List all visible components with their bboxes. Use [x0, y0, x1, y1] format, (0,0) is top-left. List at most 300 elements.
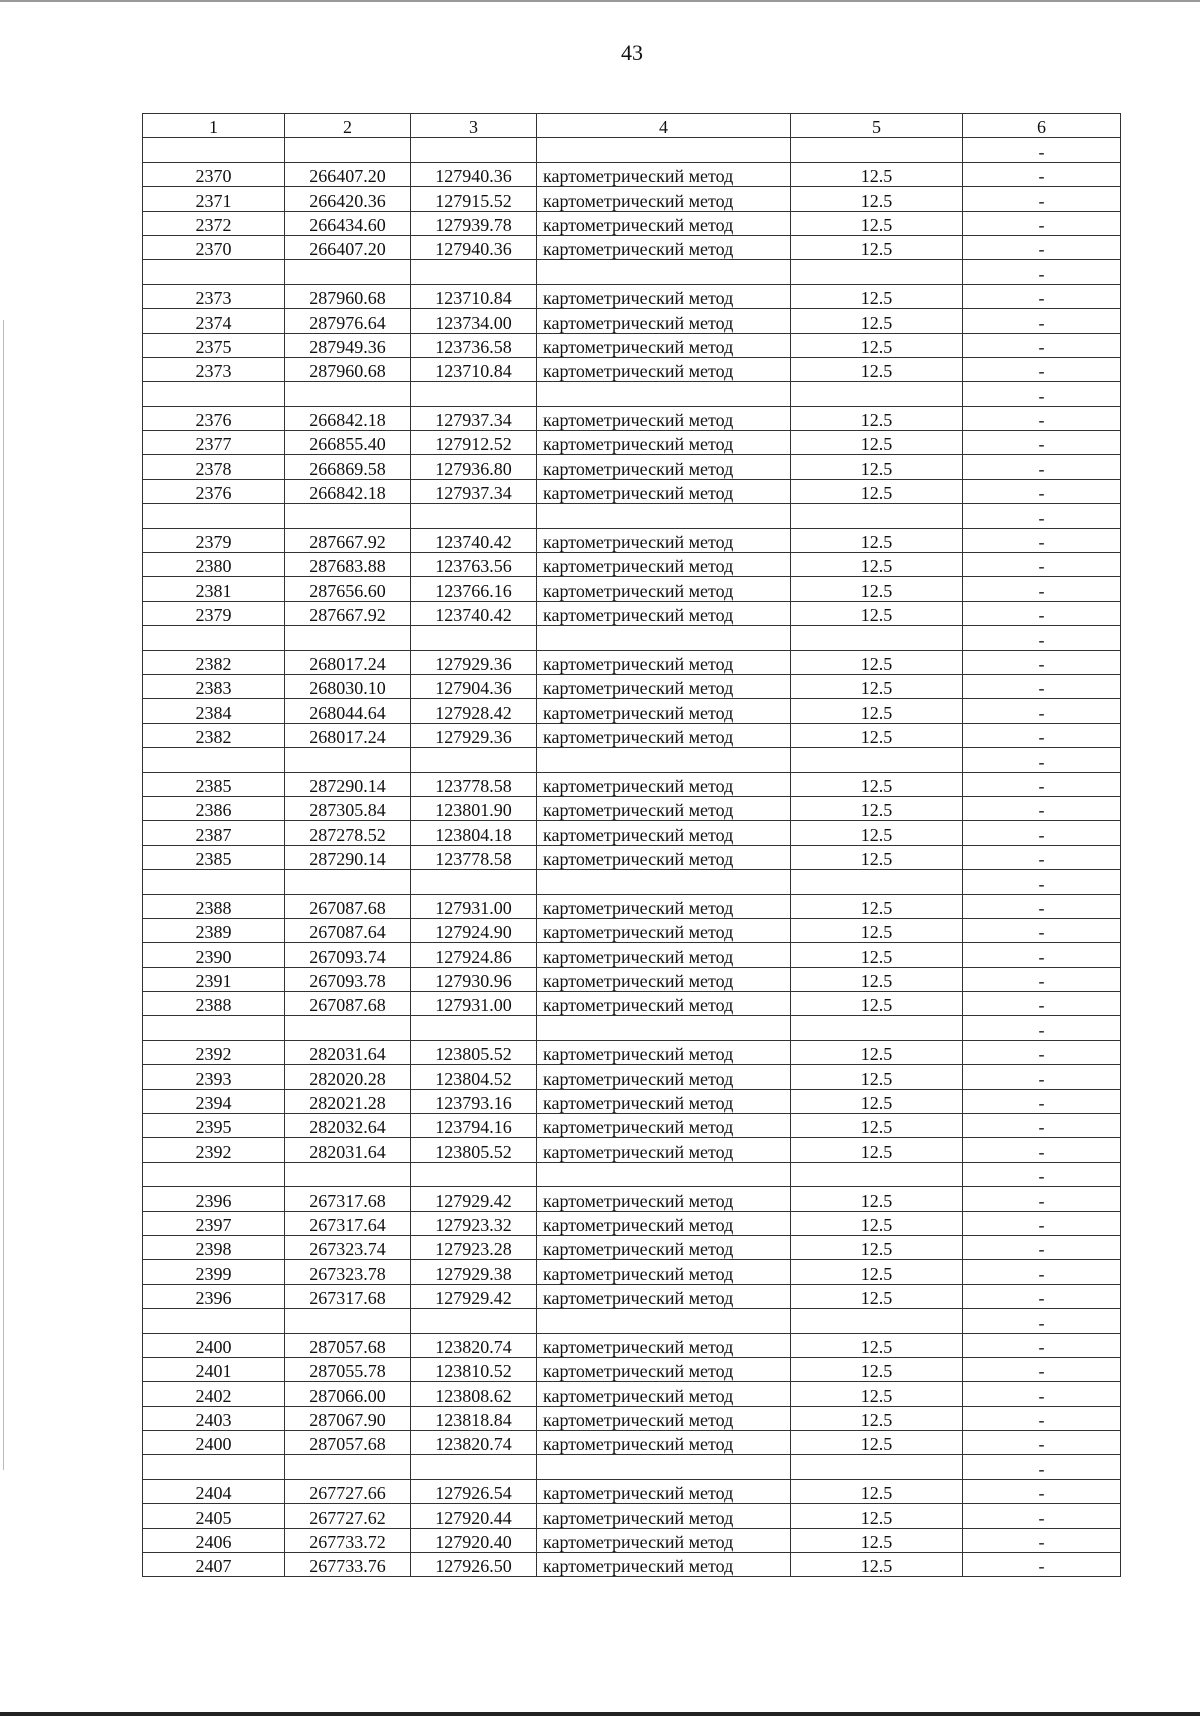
x-coordinate-cell: 287057.68 [285, 1333, 411, 1357]
x-coordinate-cell: 267733.72 [285, 1528, 411, 1552]
method-cell: картометрический метод [537, 992, 791, 1016]
table-row [143, 845, 1121, 869]
method-cell: картометрический метод [537, 455, 791, 479]
y-coordinate-cell: 127923.28 [411, 1235, 537, 1259]
accuracy-cell [791, 748, 963, 772]
point-number-cell [143, 1016, 285, 1040]
method-cell [537, 138, 791, 162]
accuracy-cell: 12.5 [791, 406, 963, 430]
y-coordinate-cell: 127937.34 [411, 406, 537, 430]
x-coordinate-cell: 287290.14 [285, 845, 411, 869]
x-coordinate-cell: 268017.24 [285, 723, 411, 747]
table-row [143, 699, 1121, 723]
method-cell: картометрический метод [537, 211, 791, 235]
method-cell [537, 1016, 791, 1040]
point-number-cell: 2407 [143, 1553, 285, 1577]
description-cell: - [963, 1553, 1121, 1577]
description-cell: - [963, 1528, 1121, 1552]
description-cell: - [963, 406, 1121, 430]
method-cell [537, 870, 791, 894]
table-row [143, 455, 1121, 479]
x-coordinate-cell: 287960.68 [285, 357, 411, 381]
method-cell [537, 382, 791, 406]
point-number-cell: 2395 [143, 1114, 285, 1138]
accuracy-cell [791, 382, 963, 406]
accuracy-cell: 12.5 [791, 1382, 963, 1406]
table-row [143, 967, 1121, 991]
x-coordinate-cell: 266434.60 [285, 211, 411, 235]
table-row [143, 796, 1121, 820]
table-row [143, 1138, 1121, 1162]
accuracy-cell: 12.5 [791, 992, 963, 1016]
table-row [143, 1406, 1121, 1430]
x-coordinate-cell: 267093.78 [285, 967, 411, 991]
description-cell: - [963, 845, 1121, 869]
accuracy-cell: 12.5 [791, 1528, 963, 1552]
column-header-point: 1 [143, 114, 285, 138]
method-cell: картометрический метод [537, 1284, 791, 1308]
method-cell: картометрический метод [537, 967, 791, 991]
accuracy-cell: 12.5 [791, 1187, 963, 1211]
accuracy-cell: 12.5 [791, 674, 963, 698]
x-coordinate-cell: 287290.14 [285, 772, 411, 796]
table-row [143, 1553, 1121, 1577]
table-row [143, 1089, 1121, 1113]
point-number-cell: 2398 [143, 1235, 285, 1259]
table-row [143, 504, 1121, 528]
x-coordinate-cell [285, 382, 411, 406]
method-cell: картометрический метод [537, 821, 791, 845]
method-cell: картометрический метод [537, 943, 791, 967]
description-cell: - [963, 1211, 1121, 1235]
table-row [143, 284, 1121, 308]
point-number-cell: 2402 [143, 1382, 285, 1406]
description-cell: - [963, 894, 1121, 918]
accuracy-cell: 12.5 [791, 918, 963, 942]
table-row [143, 138, 1121, 162]
table-row [143, 1284, 1121, 1308]
y-coordinate-cell: 123801.90 [411, 796, 537, 820]
x-coordinate-cell: 266855.40 [285, 431, 411, 455]
y-coordinate-cell: 123805.52 [411, 1138, 537, 1162]
method-cell: картометрический метод [537, 528, 791, 552]
method-cell: картометрический метод [537, 479, 791, 503]
x-coordinate-cell [285, 1162, 411, 1186]
method-cell: картометрический метод [537, 845, 791, 869]
description-cell: - [963, 748, 1121, 772]
y-coordinate-cell: 123778.58 [411, 845, 537, 869]
method-cell: картометрический метод [537, 1235, 791, 1259]
description-cell: - [963, 1309, 1121, 1333]
accuracy-cell [791, 870, 963, 894]
accuracy-cell: 12.5 [791, 1357, 963, 1381]
method-cell [537, 1455, 791, 1479]
x-coordinate-cell: 267727.62 [285, 1504, 411, 1528]
table-row [143, 431, 1121, 455]
accuracy-cell: 12.5 [791, 1211, 963, 1235]
y-coordinate-cell: 127924.90 [411, 918, 537, 942]
column-header-method: 4 [537, 114, 791, 138]
point-number-cell: 2396 [143, 1187, 285, 1211]
point-number-cell [143, 1455, 285, 1479]
accuracy-cell: 12.5 [791, 284, 963, 308]
x-coordinate-cell: 282020.28 [285, 1065, 411, 1089]
accuracy-cell: 12.5 [791, 1260, 963, 1284]
point-number-cell: 2400 [143, 1431, 285, 1455]
y-coordinate-cell: 127928.42 [411, 699, 537, 723]
point-number-cell: 2397 [143, 1211, 285, 1235]
table-body [143, 138, 1121, 1577]
description-cell: - [963, 1040, 1121, 1064]
description-cell: - [963, 1479, 1121, 1503]
method-cell: картометрический метод [537, 1431, 791, 1455]
x-coordinate-cell: 266869.58 [285, 455, 411, 479]
method-cell: картометрический метод [537, 1357, 791, 1381]
y-coordinate-cell: 127936.80 [411, 455, 537, 479]
table-row [143, 162, 1121, 186]
description-cell: - [963, 162, 1121, 186]
table-row [143, 577, 1121, 601]
method-cell: картометрический метод [537, 796, 791, 820]
table-row [143, 1040, 1121, 1064]
y-coordinate-cell [411, 1016, 537, 1040]
y-coordinate-cell: 123820.74 [411, 1333, 537, 1357]
method-cell: картометрический метод [537, 1553, 791, 1577]
y-coordinate-cell: 123734.00 [411, 309, 537, 333]
accuracy-cell: 12.5 [791, 650, 963, 674]
y-coordinate-cell: 123805.52 [411, 1040, 537, 1064]
description-cell: - [963, 1382, 1121, 1406]
accuracy-cell: 12.5 [791, 1284, 963, 1308]
accuracy-cell: 12.5 [791, 821, 963, 845]
method-cell: картометрический метод [537, 1065, 791, 1089]
method-cell: картометрический метод [537, 284, 791, 308]
point-number-cell: 2379 [143, 601, 285, 625]
y-coordinate-cell [411, 626, 537, 650]
table-row [143, 1162, 1121, 1186]
table-row [143, 821, 1121, 845]
method-cell: картометрический метод [537, 1089, 791, 1113]
method-cell: картометрический метод [537, 1187, 791, 1211]
description-cell: - [963, 260, 1121, 284]
y-coordinate-cell: 123820.74 [411, 1431, 537, 1455]
method-cell: картометрический метод [537, 772, 791, 796]
accuracy-cell [791, 1016, 963, 1040]
point-number-cell: 2392 [143, 1040, 285, 1064]
x-coordinate-cell: 267317.68 [285, 1284, 411, 1308]
accuracy-cell [791, 1309, 963, 1333]
point-number-cell: 2380 [143, 553, 285, 577]
x-coordinate-cell [285, 626, 411, 650]
point-number-cell: 2387 [143, 821, 285, 845]
x-coordinate-cell: 268030.10 [285, 674, 411, 698]
table-row [143, 748, 1121, 772]
table-row [143, 1357, 1121, 1381]
y-coordinate-cell: 123736.58 [411, 333, 537, 357]
accuracy-cell: 12.5 [791, 1138, 963, 1162]
method-cell: картометрический метод [537, 723, 791, 747]
accuracy-cell: 12.5 [791, 1114, 963, 1138]
y-coordinate-cell [411, 870, 537, 894]
point-number-cell: 2396 [143, 1284, 285, 1308]
description-cell: - [963, 967, 1121, 991]
x-coordinate-cell: 287305.84 [285, 796, 411, 820]
table-row [143, 528, 1121, 552]
table-row [143, 1065, 1121, 1089]
y-coordinate-cell [411, 1309, 537, 1333]
y-coordinate-cell: 127929.36 [411, 650, 537, 674]
description-cell: - [963, 1406, 1121, 1430]
description-cell: - [963, 723, 1121, 747]
method-cell: картометрический метод [537, 1211, 791, 1235]
y-coordinate-cell: 123808.62 [411, 1382, 537, 1406]
y-coordinate-cell: 127926.54 [411, 1479, 537, 1503]
method-cell: картометрический метод [537, 1504, 791, 1528]
x-coordinate-cell: 268044.64 [285, 699, 411, 723]
table-row [143, 601, 1121, 625]
y-coordinate-cell: 123794.16 [411, 1114, 537, 1138]
x-coordinate-cell [285, 870, 411, 894]
x-coordinate-cell [285, 1016, 411, 1040]
table-row [143, 309, 1121, 333]
point-number-cell: 2399 [143, 1260, 285, 1284]
y-coordinate-cell: 127931.00 [411, 992, 537, 1016]
y-coordinate-cell [411, 504, 537, 528]
description-cell: - [963, 821, 1121, 845]
x-coordinate-cell: 282031.64 [285, 1040, 411, 1064]
point-number-cell [143, 748, 285, 772]
table-row [143, 870, 1121, 894]
table-row [143, 723, 1121, 747]
y-coordinate-cell: 127924.86 [411, 943, 537, 967]
x-coordinate-cell: 267093.74 [285, 943, 411, 967]
description-cell: - [963, 504, 1121, 528]
description-cell: - [963, 309, 1121, 333]
method-cell: картометрический метод [537, 1333, 791, 1357]
accuracy-cell: 12.5 [791, 479, 963, 503]
x-coordinate-cell: 267733.76 [285, 1553, 411, 1577]
y-coordinate-cell [411, 382, 537, 406]
point-number-cell: 2388 [143, 992, 285, 1016]
method-cell: картометрический метод [537, 601, 791, 625]
accuracy-cell: 12.5 [791, 723, 963, 747]
method-cell [537, 504, 791, 528]
table-row [143, 650, 1121, 674]
x-coordinate-cell: 282031.64 [285, 1138, 411, 1162]
y-coordinate-cell: 123740.42 [411, 601, 537, 625]
x-coordinate-cell: 267317.68 [285, 1187, 411, 1211]
accuracy-cell: 12.5 [791, 943, 963, 967]
table-row [143, 1479, 1121, 1503]
method-cell [537, 1162, 791, 1186]
table-row [143, 1431, 1121, 1455]
table-row [143, 1528, 1121, 1552]
x-coordinate-cell: 282032.64 [285, 1114, 411, 1138]
method-cell: картометрический метод [537, 333, 791, 357]
description-cell: - [963, 235, 1121, 259]
table-row [143, 1211, 1121, 1235]
point-number-cell: 2405 [143, 1504, 285, 1528]
accuracy-cell: 12.5 [791, 528, 963, 552]
accuracy-cell: 12.5 [791, 187, 963, 211]
point-number-cell: 2385 [143, 845, 285, 869]
y-coordinate-cell: 123804.18 [411, 821, 537, 845]
y-coordinate-cell: 127920.44 [411, 1504, 537, 1528]
x-coordinate-cell [285, 138, 411, 162]
description-cell: - [963, 1235, 1121, 1259]
method-cell: картометрический метод [537, 431, 791, 455]
y-coordinate-cell: 123778.58 [411, 772, 537, 796]
description-cell: - [963, 333, 1121, 357]
accuracy-cell: 12.5 [791, 699, 963, 723]
x-coordinate-cell: 287278.52 [285, 821, 411, 845]
x-coordinate-cell: 287067.90 [285, 1406, 411, 1430]
method-cell: картометрический метод [537, 1528, 791, 1552]
description-cell: - [963, 431, 1121, 455]
method-cell: картометрический метод [537, 894, 791, 918]
method-cell: картометрический метод [537, 1138, 791, 1162]
y-coordinate-cell: 127912.52 [411, 431, 537, 455]
table-row [143, 333, 1121, 357]
y-coordinate-cell: 127929.38 [411, 1260, 537, 1284]
table-row [143, 1187, 1121, 1211]
description-cell: - [963, 601, 1121, 625]
accuracy-cell [791, 626, 963, 650]
description-cell: - [963, 1260, 1121, 1284]
table-row [143, 674, 1121, 698]
table-row [143, 1333, 1121, 1357]
point-number-cell: 2370 [143, 162, 285, 186]
table-row [143, 1016, 1121, 1040]
method-cell [537, 260, 791, 284]
method-cell: картометрический метод [537, 1382, 791, 1406]
x-coordinate-cell: 266842.18 [285, 479, 411, 503]
point-number-cell: 2401 [143, 1357, 285, 1381]
description-cell: - [963, 1504, 1121, 1528]
x-coordinate-cell [285, 1455, 411, 1479]
method-cell: картометрический метод [537, 1114, 791, 1138]
accuracy-cell: 12.5 [791, 1089, 963, 1113]
x-coordinate-cell: 287960.68 [285, 284, 411, 308]
y-coordinate-cell: 127939.78 [411, 211, 537, 235]
x-coordinate-cell: 267087.68 [285, 992, 411, 1016]
y-coordinate-cell: 127930.96 [411, 967, 537, 991]
method-cell: картометрический метод [537, 406, 791, 430]
x-coordinate-cell [285, 1309, 411, 1333]
accuracy-cell: 12.5 [791, 1504, 963, 1528]
accuracy-cell: 12.5 [791, 1406, 963, 1430]
point-number-cell: 2404 [143, 1479, 285, 1503]
column-header-description: 6 [963, 114, 1121, 138]
point-number-cell: 2393 [143, 1065, 285, 1089]
accuracy-cell: 12.5 [791, 601, 963, 625]
accuracy-cell: 12.5 [791, 235, 963, 259]
x-coordinate-cell: 266407.20 [285, 235, 411, 259]
x-coordinate-cell: 267087.64 [285, 918, 411, 942]
point-number-cell: 2373 [143, 284, 285, 308]
y-coordinate-cell: 127940.36 [411, 162, 537, 186]
scan-edge-left [3, 320, 4, 1470]
point-number-cell: 2391 [143, 967, 285, 991]
y-coordinate-cell: 127937.34 [411, 479, 537, 503]
table-row [143, 626, 1121, 650]
method-cell: картометрический метод [537, 1040, 791, 1064]
method-cell: картометрический метод [537, 162, 791, 186]
description-cell: - [963, 382, 1121, 406]
accuracy-cell: 12.5 [791, 1235, 963, 1259]
description-cell: - [963, 1284, 1121, 1308]
accuracy-cell: 12.5 [791, 309, 963, 333]
method-cell: картометрический метод [537, 918, 791, 942]
y-coordinate-cell [411, 1455, 537, 1479]
point-number-cell: 2378 [143, 455, 285, 479]
description-cell: - [963, 455, 1121, 479]
table-row [143, 406, 1121, 430]
x-coordinate-cell: 287066.00 [285, 1382, 411, 1406]
description-cell: - [963, 211, 1121, 235]
point-number-cell: 2385 [143, 772, 285, 796]
method-cell: картометрический метод [537, 1260, 791, 1284]
point-number-cell [143, 504, 285, 528]
accuracy-cell: 12.5 [791, 796, 963, 820]
point-number-cell: 2386 [143, 796, 285, 820]
accuracy-cell: 12.5 [791, 845, 963, 869]
description-cell: - [963, 699, 1121, 723]
description-cell: - [963, 553, 1121, 577]
x-coordinate-cell: 267727.66 [285, 1479, 411, 1503]
description-cell: - [963, 1455, 1121, 1479]
point-number-cell: 2390 [143, 943, 285, 967]
point-number-cell [143, 870, 285, 894]
accuracy-cell [791, 1162, 963, 1186]
table-row [143, 1114, 1121, 1138]
point-number-cell: 2394 [143, 1089, 285, 1113]
y-coordinate-cell: 123710.84 [411, 284, 537, 308]
description-cell: - [963, 1162, 1121, 1186]
x-coordinate-cell: 267317.64 [285, 1211, 411, 1235]
column-header-y: 3 [411, 114, 537, 138]
y-coordinate-cell: 127929.42 [411, 1187, 537, 1211]
y-coordinate-cell: 123793.16 [411, 1089, 537, 1113]
y-coordinate-cell: 127929.36 [411, 723, 537, 747]
x-coordinate-cell: 287976.64 [285, 309, 411, 333]
x-coordinate-cell: 267323.78 [285, 1260, 411, 1284]
y-coordinate-cell: 127940.36 [411, 235, 537, 259]
description-cell: - [963, 1357, 1121, 1381]
accuracy-cell [791, 1455, 963, 1479]
x-coordinate-cell: 287683.88 [285, 553, 411, 577]
method-cell: картометрический метод [537, 357, 791, 381]
y-coordinate-cell: 123710.84 [411, 357, 537, 381]
accuracy-cell: 12.5 [791, 967, 963, 991]
point-number-cell [143, 138, 285, 162]
table-row [143, 382, 1121, 406]
scan-edge-bottom [0, 1712, 1200, 1716]
method-cell: картометрический метод [537, 1479, 791, 1503]
description-cell: - [963, 187, 1121, 211]
table-row [143, 1260, 1121, 1284]
y-coordinate-cell: 123810.52 [411, 1357, 537, 1381]
table-row [143, 187, 1121, 211]
point-number-cell: 2370 [143, 235, 285, 259]
x-coordinate-cell: 287949.36 [285, 333, 411, 357]
y-coordinate-cell: 127926.50 [411, 1553, 537, 1577]
accuracy-cell: 12.5 [791, 162, 963, 186]
point-number-cell: 2376 [143, 479, 285, 503]
description-cell: - [963, 674, 1121, 698]
point-number-cell [143, 1309, 285, 1333]
table-row [143, 1309, 1121, 1333]
